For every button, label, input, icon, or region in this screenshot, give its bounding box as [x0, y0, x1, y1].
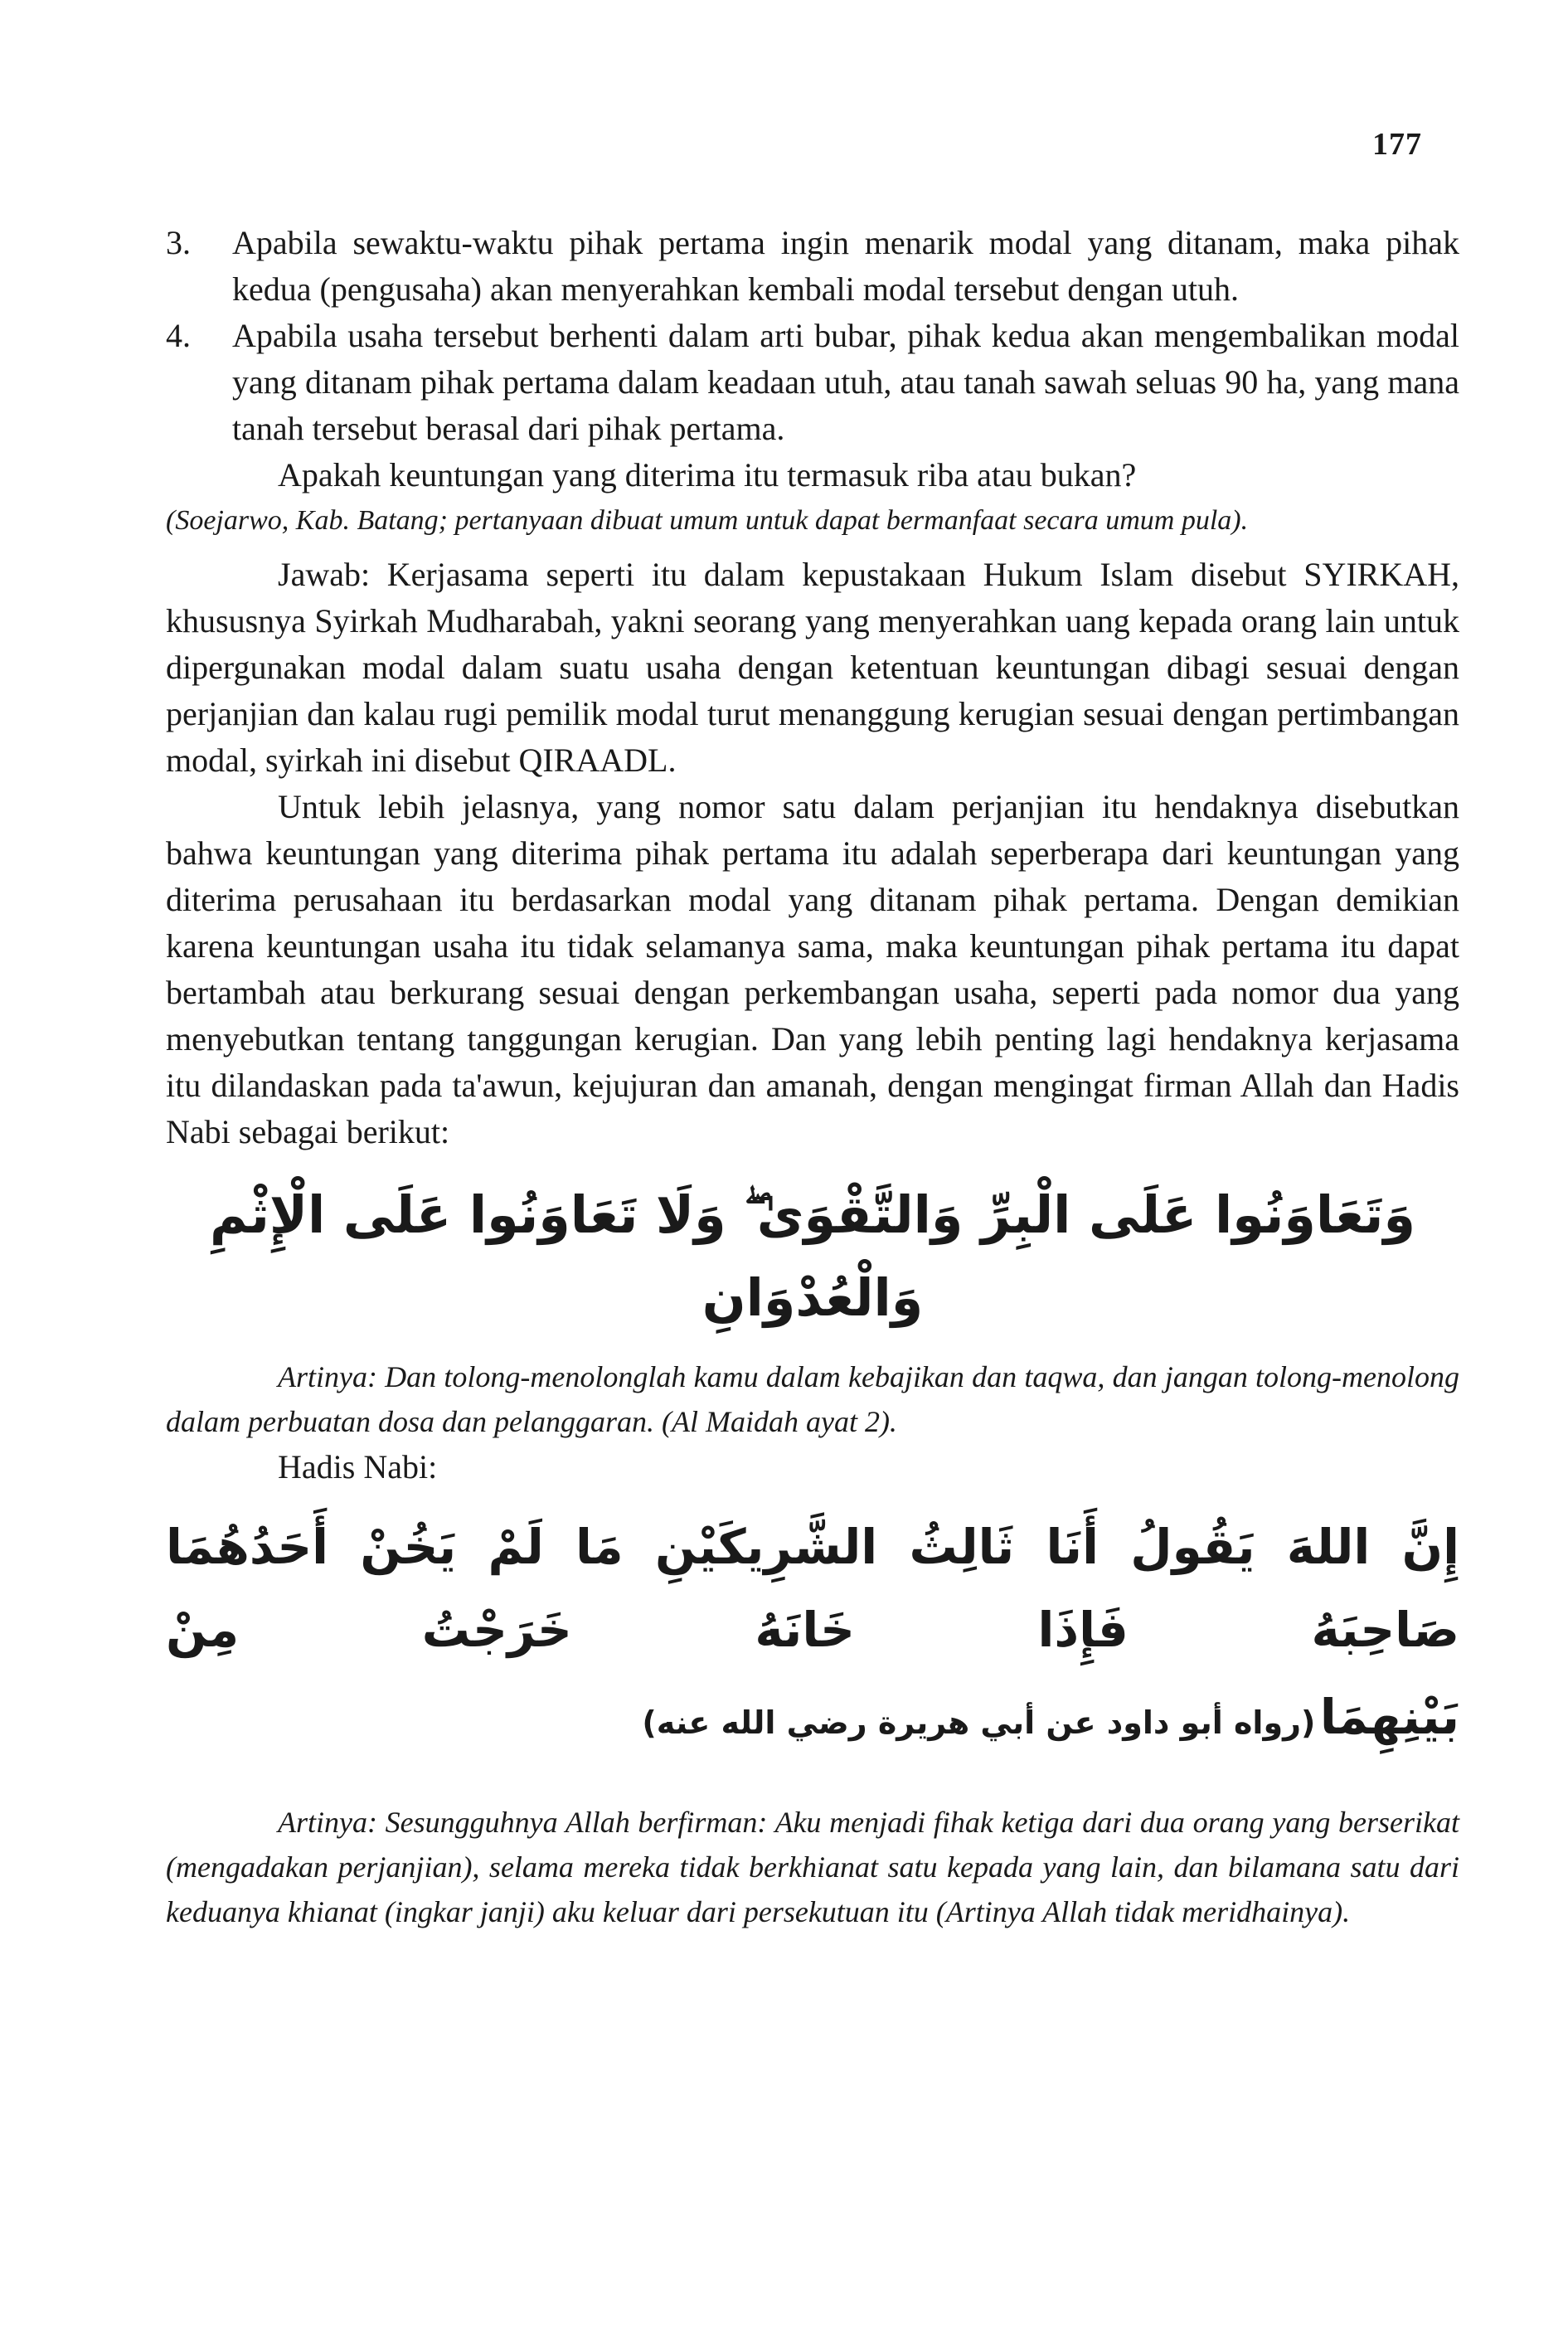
page-number: 177 — [1372, 127, 1422, 162]
question-text: Apakah keuntungan yang diterima itu termasuk riba atau bukan? — [278, 456, 1137, 494]
page-body — [166, 220, 1459, 1934]
hadith-narration: (رواه أبو داود عن أبي هريرة رضي الله عنه) — [642, 1704, 1316, 1741]
hadith-label: Hadis Nabi: — [278, 1448, 438, 1485]
explanation-paragraph: Untuk lebih jelasnya, yang nomor satu dalam perjanjian itu hendaknya disebutkan bahwa keuntungan yang diterima pihak pertama itu adalah seperberapa dari keuntungan yang diterima perusahaan itu berdasarkan modal yang ditanam pihak pertama. Dengan demikian karena keuntungan usaha itu tidak selamanya sama, maka keuntungan pihak pertama itu dapat bertambah atau berkurang sesuai dengan perkembangan usaha, seperti pada nomor dua yang menyebutkan tentang tanggungan kerugian. Dan yang lebih penting lagi hendaknya kerjasama itu dilandaskan pada ta'awun, kejujuran dan amanah, dengan mengingat firman Allah dan Hadis Nabi sebagai berikut: — [166, 788, 1459, 1150]
hadith-arabic-ending: بَيْنِهِمَا — [1319, 1689, 1459, 1745]
hadith-translation: Artinya: Sesungguhnya Allah berfirman: Aku menjadi fihak ketiga dari dua orang yang berserikat (mengadakan perjanjian), selama mereka tidak berkhianat satu kepada yang lain, dan bilamana satu dari keduanya khianat (ingkar janji) aku keluar dari persekutuan itu (Artinya Allah tidak meridhainya). — [166, 1806, 1459, 1928]
list-item-number: 4. — [166, 317, 191, 354]
list-item-text: Apabila usaha tersebut berhenti dalam arti bubar, pihak kedua akan mengembalikan modal yang ditanam pihak pertama dalam keadaan utuh, atau tanah sawah seluas 90 ha, yang mana tanah tersebut berasal dari pihak pertama. — [232, 317, 1459, 447]
hadith-arabic-line-1: إِنَّ اللهَ يَقُولُ أَنَا ثَالِثُ الشَّرِيكَيْنِ مَا لَمْ يَخُنْ أَحَدُهُمَا صَاحِبَهُ فَإِذَا خَانَهُ خَرَجْتُ مِنْ — [166, 1519, 1459, 1658]
hadith-arabic-line-2 — [166, 1671, 1459, 1775]
list-item — [166, 313, 1459, 452]
quran-verse-arabic: وَتَعَاوَنُوا عَلَى الْبِرِّ وَالتَّقْوَىٰ ۖ وَلَا تَعَاوَنُوا عَلَى الْإِثْمِ وَالْعُدْوَانِ — [209, 1184, 1416, 1328]
list-item — [166, 220, 1459, 313]
answer-paragraph: Jawab: Kerjasama seperti itu dalam kepustakaan Hukum Islam disebut SYIRKAH, khususnya Syirkah Mudharabah, yakni seorang yang menyerahkan uang kepada orang lain untuk dipergunakan modal dalam suatu usaha dengan ketentuan keuntungan dibagi sesuai dengan perjanjian dan kalau rugi pemilik modal turut menanggung kerugian sesuai dengan pertimbangan modal, syirkah ini disebut QIRAADL. — [166, 556, 1459, 779]
list-item-number: 3. — [166, 224, 191, 261]
question-source: (Soejarwo, Kab. Batang; pertanyaan dibuat umum untuk dapat bermanfaat secara umum pula). — [166, 505, 1249, 536]
quran-verse-translation: Artinya: Dan tolong-menolonglah kamu dalam kebajikan dan taqwa, dan jangan tolong-menolong dalam perbuatan dosa dan pelanggaran. (Al Maidah ayat 2). — [166, 1360, 1459, 1438]
list-item-text: Apabila sewaktu-waktu pihak pertama ingin menarik modal yang ditanam, maka pihak kedua (pengusaha) akan menyerahkan kembali modal tersebut dengan utuh. — [232, 224, 1459, 308]
